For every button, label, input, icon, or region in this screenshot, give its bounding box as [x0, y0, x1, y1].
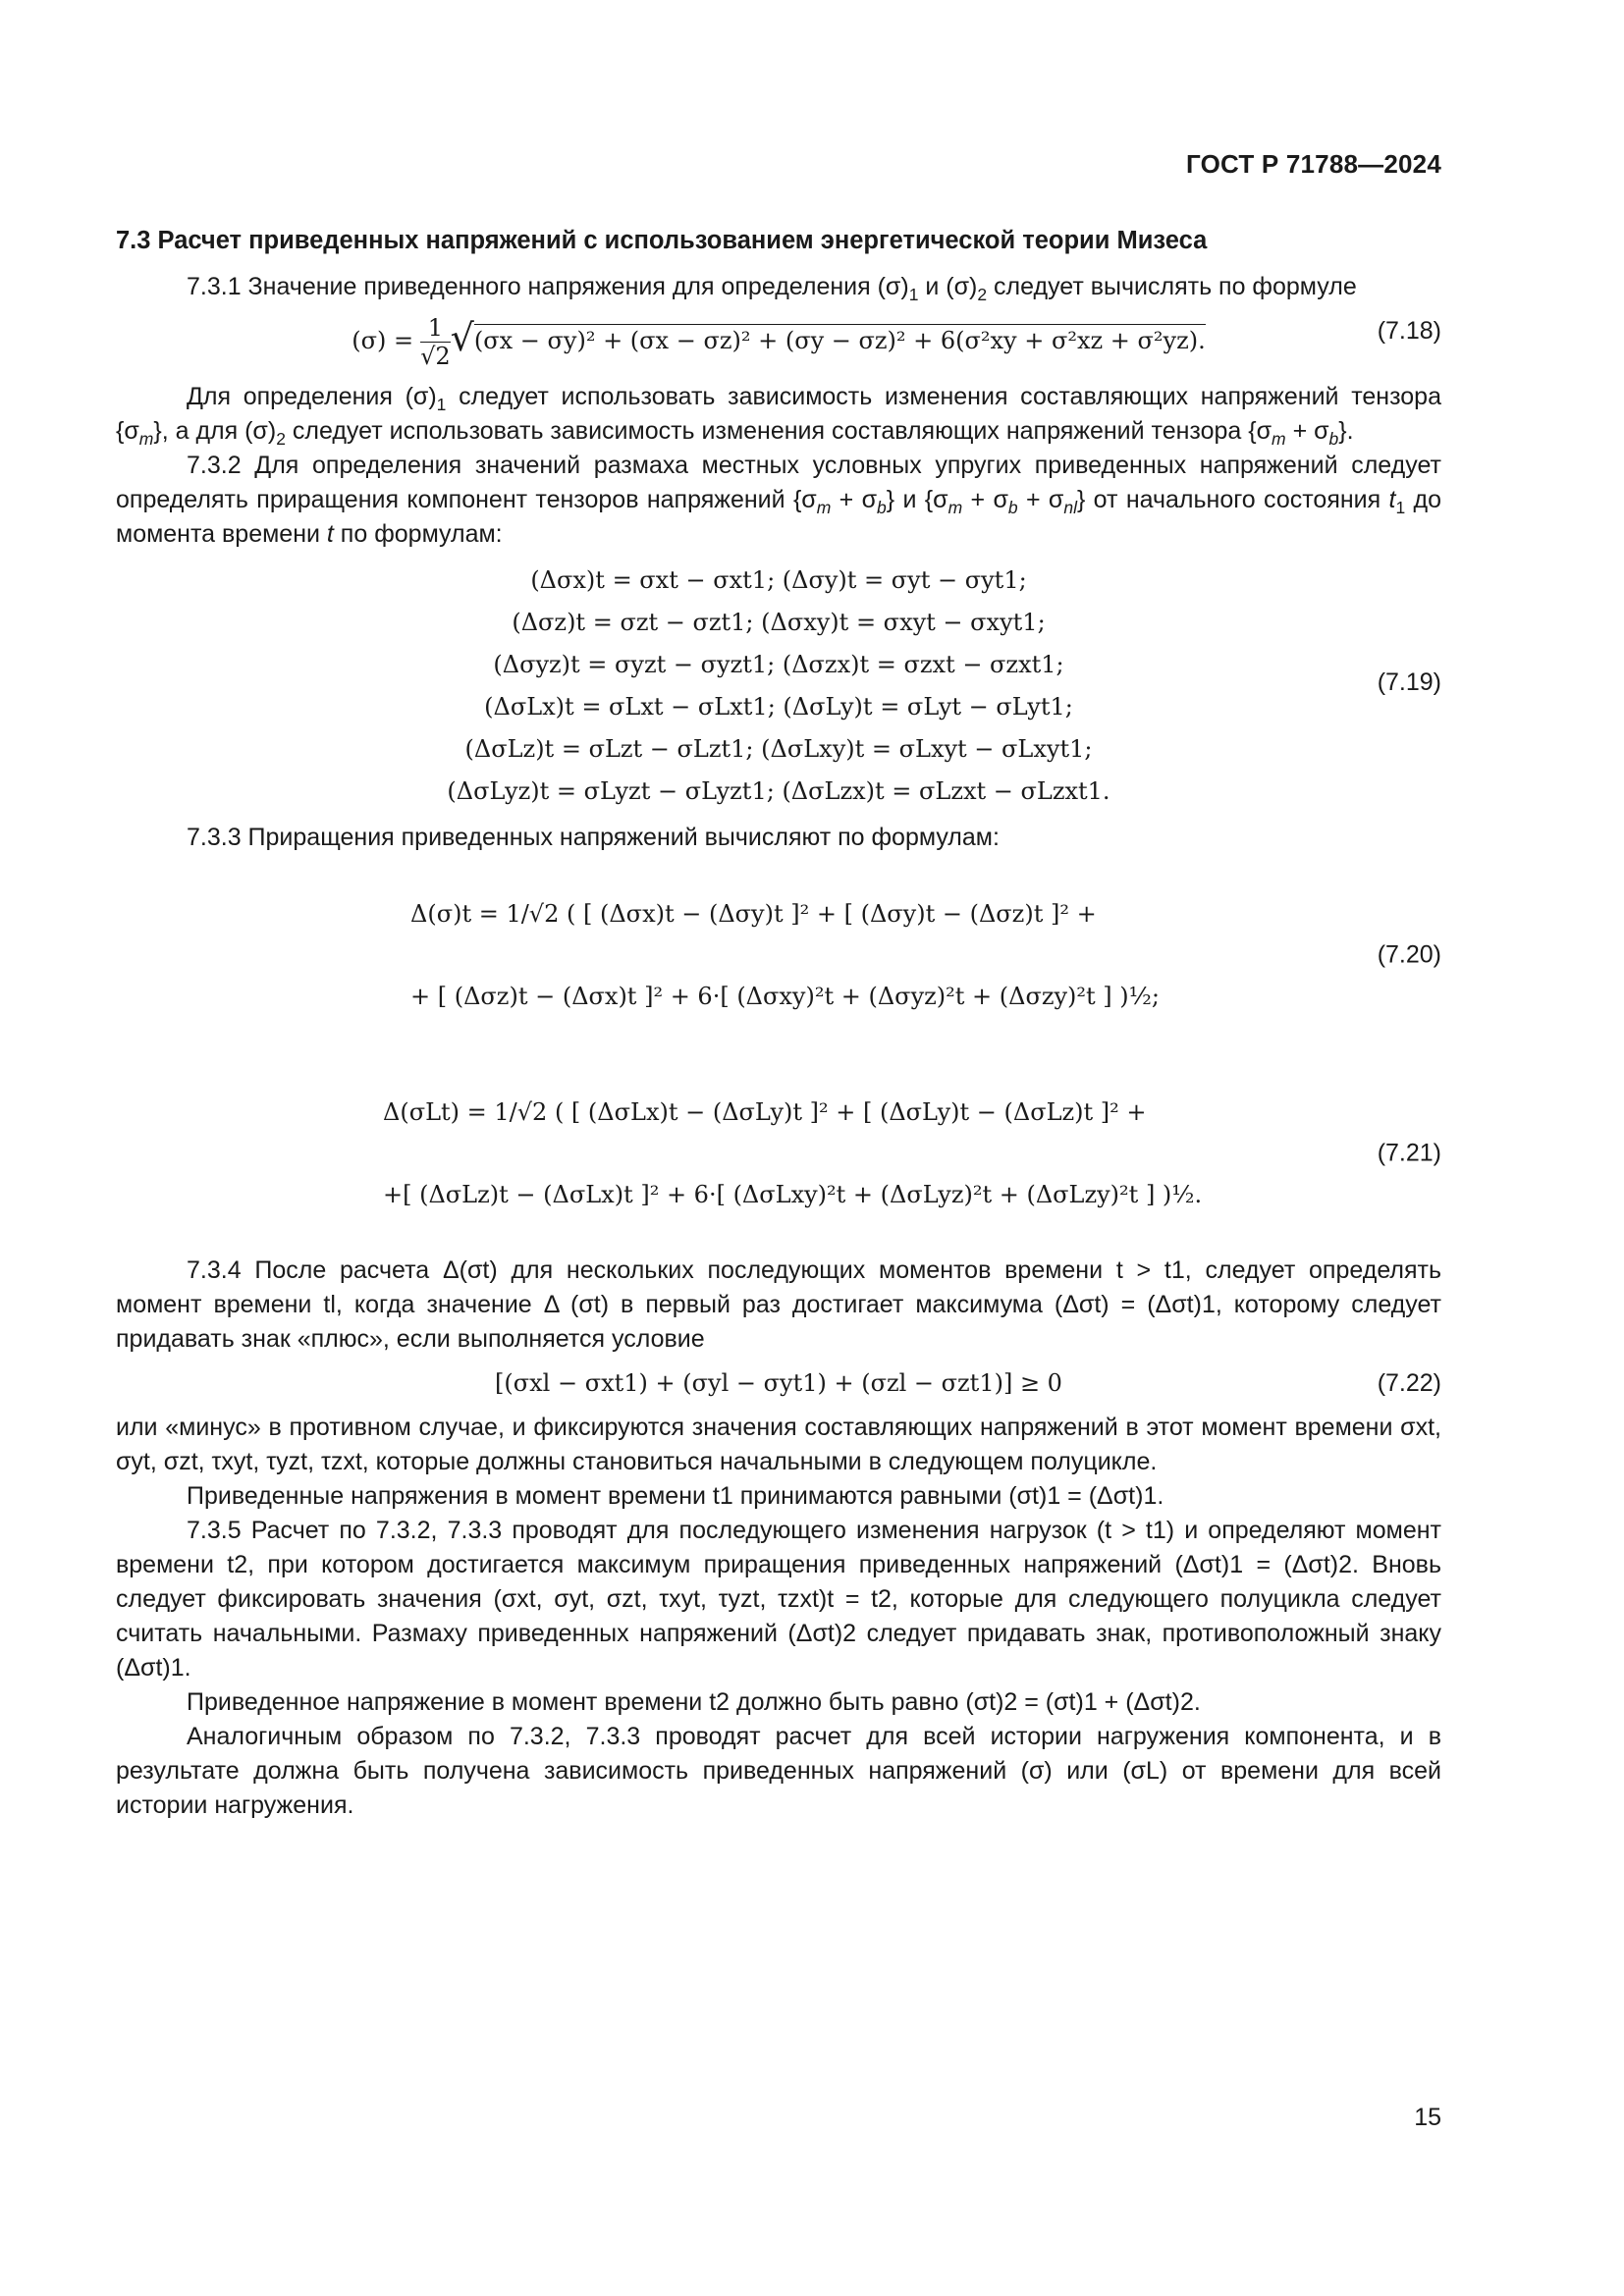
equation-number: (7.22) [1377, 1369, 1441, 1397]
paragraph-reduced-t2: Приведенное напряжение в момент времени t2 должно быть равно (σt)2 = (σt)1 + (Δσt)2. [187, 1688, 1201, 1716]
sqrt-icon: √ [450, 316, 474, 360]
equation-7-21 [116, 1071, 1441, 1236]
equation-7-22 [116, 1366, 1441, 1401]
equation-number: (7.19) [1377, 668, 1441, 696]
eq-7-21-line1: Δ(σLt) = 1/√2 ( [ (ΔσLx)t − (ΔσLy)t ]² + [ (ΔσLy)t − (ΔσLz)t ]² + [383, 1098, 1147, 1126]
document-id: ГОСТ Р 71788—2024 [1186, 149, 1441, 179]
paragraph-reduced-t1: Приведенные напряжения в момент времени t1 принимаются равными (σt)1 = (Δσt)1. [187, 1482, 1164, 1510]
equation-7-19 [116, 560, 1441, 813]
paragraph-7-3-1: 7.3.1 Значение приведенного напряжения для определения $(\sigma)_1$ и $(\sigma)_2$ следует вычислять по формуле [187, 273, 1357, 304]
eq-7-18-fraction: $\frac{1}{√2}$ [420, 314, 451, 370]
paragraph-definition: Для определения $(\sigma)_1$ следует использовать зависимость изменения составляющих напряжений тензора $\{\sigma_m\}$, а для $(\sigma)_2$ следует использовать зависимость изменения составляющих напряжений тензора $\{\sigma_m + \sigma_b\}$. [116, 383, 1441, 449]
paragraph-7-3-2: 7.3.2 Для определения значений размаха местных условных упругих приведенных напряжений следует определять приращения компонент тензоров напряжений $\{\sigma_m + \sigma_b\}$ и $\{\sigma_m + \sigma_b + \sigma_{nl}\}$ от начального состояния $t_1$ до момента времени t по формулам: [116, 452, 1442, 548]
equation-number: (7.20) [1377, 940, 1441, 969]
equation-7-18 [116, 314, 1441, 370]
section-heading: 7.3 Расчет приведенных напряжений с использованием энергетической теории Мизеса [116, 227, 1208, 254]
eq-7-19-line: (Δσx)t = σxt − σxt1; (Δσy)t = σyt − σyt1; [530, 566, 1027, 594]
paragraph-minus: или «минус» в противном случае, и фиксируются значения составляющих напряжений в этот момент времени σxt, σyt, σzt, τxyt, τyzt, τzxt, которые должны становиться начальными в следующем полуцикле. [116, 1414, 1441, 1475]
page-content [116, 224, 1441, 1823]
eq-7-19-line: (Δσz)t = σzt − σzt1; (Δσxy)t = σxyt − σxyt1; [512, 609, 1046, 636]
eq-7-20-line1: Δ(σ)t = 1/√2 ( [ (Δσx)t − (Δσy)t ]² + [ (Δσy)t − (Δσz)t ]² + [410, 900, 1097, 928]
paragraph-7-3-4: 7.3.4 После расчета Δ(σt) для нескольких последующих моментов времени t > t1, следует определять момент времени tl, когда значение Δ (σt) в первый раз достигает максимума (Δσt) = (Δσt)1, которому следует придавать знак «плюс», если выполняется условие [116, 1256, 1441, 1353]
equation-number: (7.18) [1377, 317, 1441, 345]
paragraph-7-3-3: 7.3.3 Приращения приведенных напряжений вычисляют по формулам: [187, 824, 1000, 851]
equation-7-20 [116, 873, 1441, 1038]
eq-7-18-lhs: (σ) = [352, 327, 414, 355]
page-number: 15 [1414, 2104, 1441, 2131]
paragraph-similar: Аналогичным образом по 7.3.2, 7.3.3 проводят расчет для всей истории нагружения компонента, и в результате должна быть получена зависимость приведенных напряжений (σ) или (σL) от времени для всей истории нагружения. [116, 1723, 1441, 1819]
eq-7-21-line2: +[ (ΔσLz)t − (ΔσLx)t ]² + 6·[ (ΔσLxy)²t + (ΔσLyz)²t + (ΔσLzy)²t ] )½. [383, 1181, 1203, 1208]
eq-7-19-line: (ΔσLz)t = σLzt − σLzt1; (ΔσLxy)t = σLxyt − σLxyt1; [464, 735, 1093, 763]
eq-7-19-line: (ΔσLx)t = σLxt − σLxt1; (ΔσLy)t = σLyt − σLyt1; [484, 693, 1073, 721]
eq-7-19-line: (Δσyz)t = σyzt − σyzt1; (Δσzx)t = σzxt − σzxt1; [493, 651, 1064, 678]
equation-number: (7.21) [1377, 1139, 1441, 1167]
eq-7-19-line: (ΔσLyz)t = σLyzt − σLyzt1; (ΔσLzx)t = σLzxt − σLzxt1. [447, 777, 1110, 805]
paragraph-7-3-5: 7.3.5 Расчет по 7.3.2, 7.3.3 проводят для последующего изменения нагрузок (t > t1) и определяют момент времени t2, при котором достигается максимум приращения приведенных напряжений (Δσt)1 = (Δσt)2. Вновь следует фиксировать значения (σxt, σyt, σzt, τxyt, τyzt, τzxt)t = t2, которые для следующего полуцикла следует считать начальными. Размаху приведенных напряжений (Δσt)2 следует придавать знак, противоположный знаку (Δσt)1. [116, 1517, 1441, 1682]
eq-7-22-expression: [(σxl − σxt1) + (σyl − σyt1) + (σzl − σzt1)] ≥ 0 [495, 1369, 1062, 1397]
eq-7-20-line2: + [ (Δσz)t − (Δσx)t ]² + 6·[ (Δσxy)²t + (Δσyz)²t + (Δσzy)²t ] )½; [410, 983, 1161, 1010]
eq-7-18-radicand: (σx − σy)² + (σx − σz)² + (σy − σz)² + 6(σ²xy + σ²xz + σ²yz). [474, 324, 1206, 354]
